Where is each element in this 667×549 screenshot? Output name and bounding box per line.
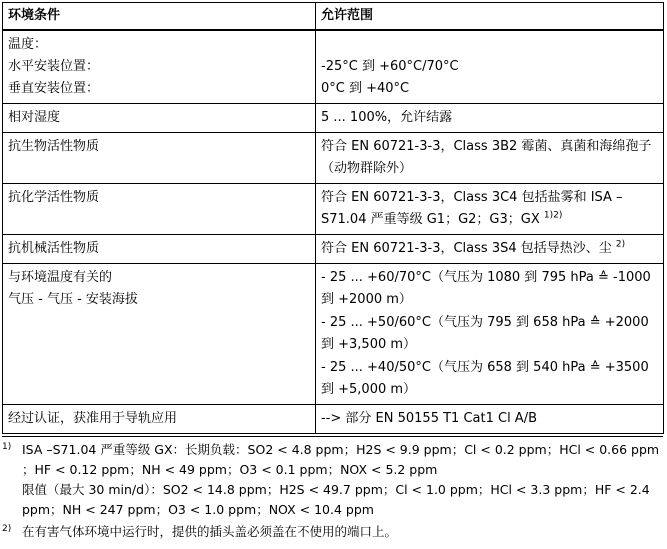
humidity-value: 5 ... 100%，允许结露	[316, 104, 664, 133]
pressure-range-1: - 25 ... +60/70°C（气压为 1080 到 795 hPa ≙ -1000 到 +2000 m）	[321, 270, 651, 307]
vertical-mount-label: 垂直安装位置：	[8, 81, 100, 96]
chem-label: 抗化学活性物质	[3, 184, 316, 235]
bio-value: 符合 EN 60721-3-3，Class 3B2 霉菌、真菌和海绵孢子（动物群除外）	[316, 133, 664, 184]
chem-footnote-ref: 1)2)	[543, 210, 563, 221]
footnote-separator	[2, 436, 663, 437]
pressure-label-2: 气压 - 气压 - 安装海拔	[8, 292, 138, 307]
mech-label: 抗机械活性物质	[3, 235, 316, 264]
pressure-range-3: - 25 ... +40/50°C（气压为 658 到 540 hPa ≙ +3500 到 +5,000 m）	[321, 360, 649, 397]
pressure-label-1: 与环境温度有关的	[8, 270, 113, 285]
footnote-1-line-4: ppm；NH < 247 ppm；O3 < 1.0 ppm；NOX < 10.4 ppm	[22, 502, 374, 517]
row-pressure	[3, 264, 664, 405]
footnote-1-line-1: ISA –S71.04 严重等级 GX：长期负载：SO2 < 4.8 ppm；H2S < 9.9 ppm；Cl < 0.2 ppm；HCl < 0.66 ppm	[22, 442, 660, 457]
temperature-label: 温度：	[8, 37, 48, 52]
footnotes	[2, 440, 663, 542]
table-header-row	[3, 3, 664, 31]
header-conditions: 环境条件	[3, 3, 316, 31]
row-chemical	[3, 184, 664, 235]
footnote-1-line-3: 限值（最大 30 min/d）：SO2 < 14.8 ppm；H2S < 49.7 ppm；Cl < 1.0 ppm；HCl < 3.3 ppm；HF < 2.4	[22, 482, 650, 497]
rail-label: 经过认证，获准用于导轨应用	[3, 405, 316, 434]
header-range: 允许范围	[316, 3, 664, 31]
row-rail	[3, 405, 664, 434]
mech-value: 符合 EN 60721-3-3，Class 3S4 包括导热沙、尘	[321, 241, 612, 256]
row-temperature	[3, 30, 664, 104]
footnote-2-mark: 2)	[2, 524, 12, 534]
footnote-1-line-2: ；HF < 0.12 ppm；NH < 49 ppm；O3 < 0.1 ppm；NOX < 5.2 ppm	[22, 462, 438, 477]
footnote-1	[2, 440, 663, 520]
footnote-2-line-1: 在有害气体环境中运行时，提供的插头盖必须盖在不使用的端口上。	[22, 524, 398, 539]
temperature-value	[321, 34, 659, 56]
footnote-2	[2, 522, 663, 542]
mech-footnote-ref: 2)	[615, 239, 626, 250]
rail-value: --> 部分 EN 50155 T1 Cat1 Cl A/B	[316, 405, 664, 434]
row-biological	[3, 133, 664, 184]
row-humidity	[3, 104, 664, 133]
environment-conditions-table	[2, 2, 664, 434]
humidity-label: 相对湿度	[3, 104, 316, 133]
row-mechanical	[3, 235, 664, 264]
horizontal-mount-label: 水平安装位置：	[8, 59, 100, 74]
footnote-1-mark: 1)	[2, 442, 12, 452]
bio-label: 抗生物活性物质	[3, 133, 316, 184]
horizontal-mount-value: -25°C 到 +60°C/70°C	[321, 59, 459, 74]
chem-value: 符合 EN 60721-3-3，Class 3C4 包括盐雾和 ISA – S71.04 严重等级 G1；G2；G3；GX	[321, 190, 623, 227]
pressure-range-2: - 25 ... +50/60°C（气压为 795 到 658 hPa ≙ +2000 到 +3,500 m）	[321, 315, 649, 352]
vertical-mount-value: 0°C 到 +40°C	[321, 81, 410, 96]
